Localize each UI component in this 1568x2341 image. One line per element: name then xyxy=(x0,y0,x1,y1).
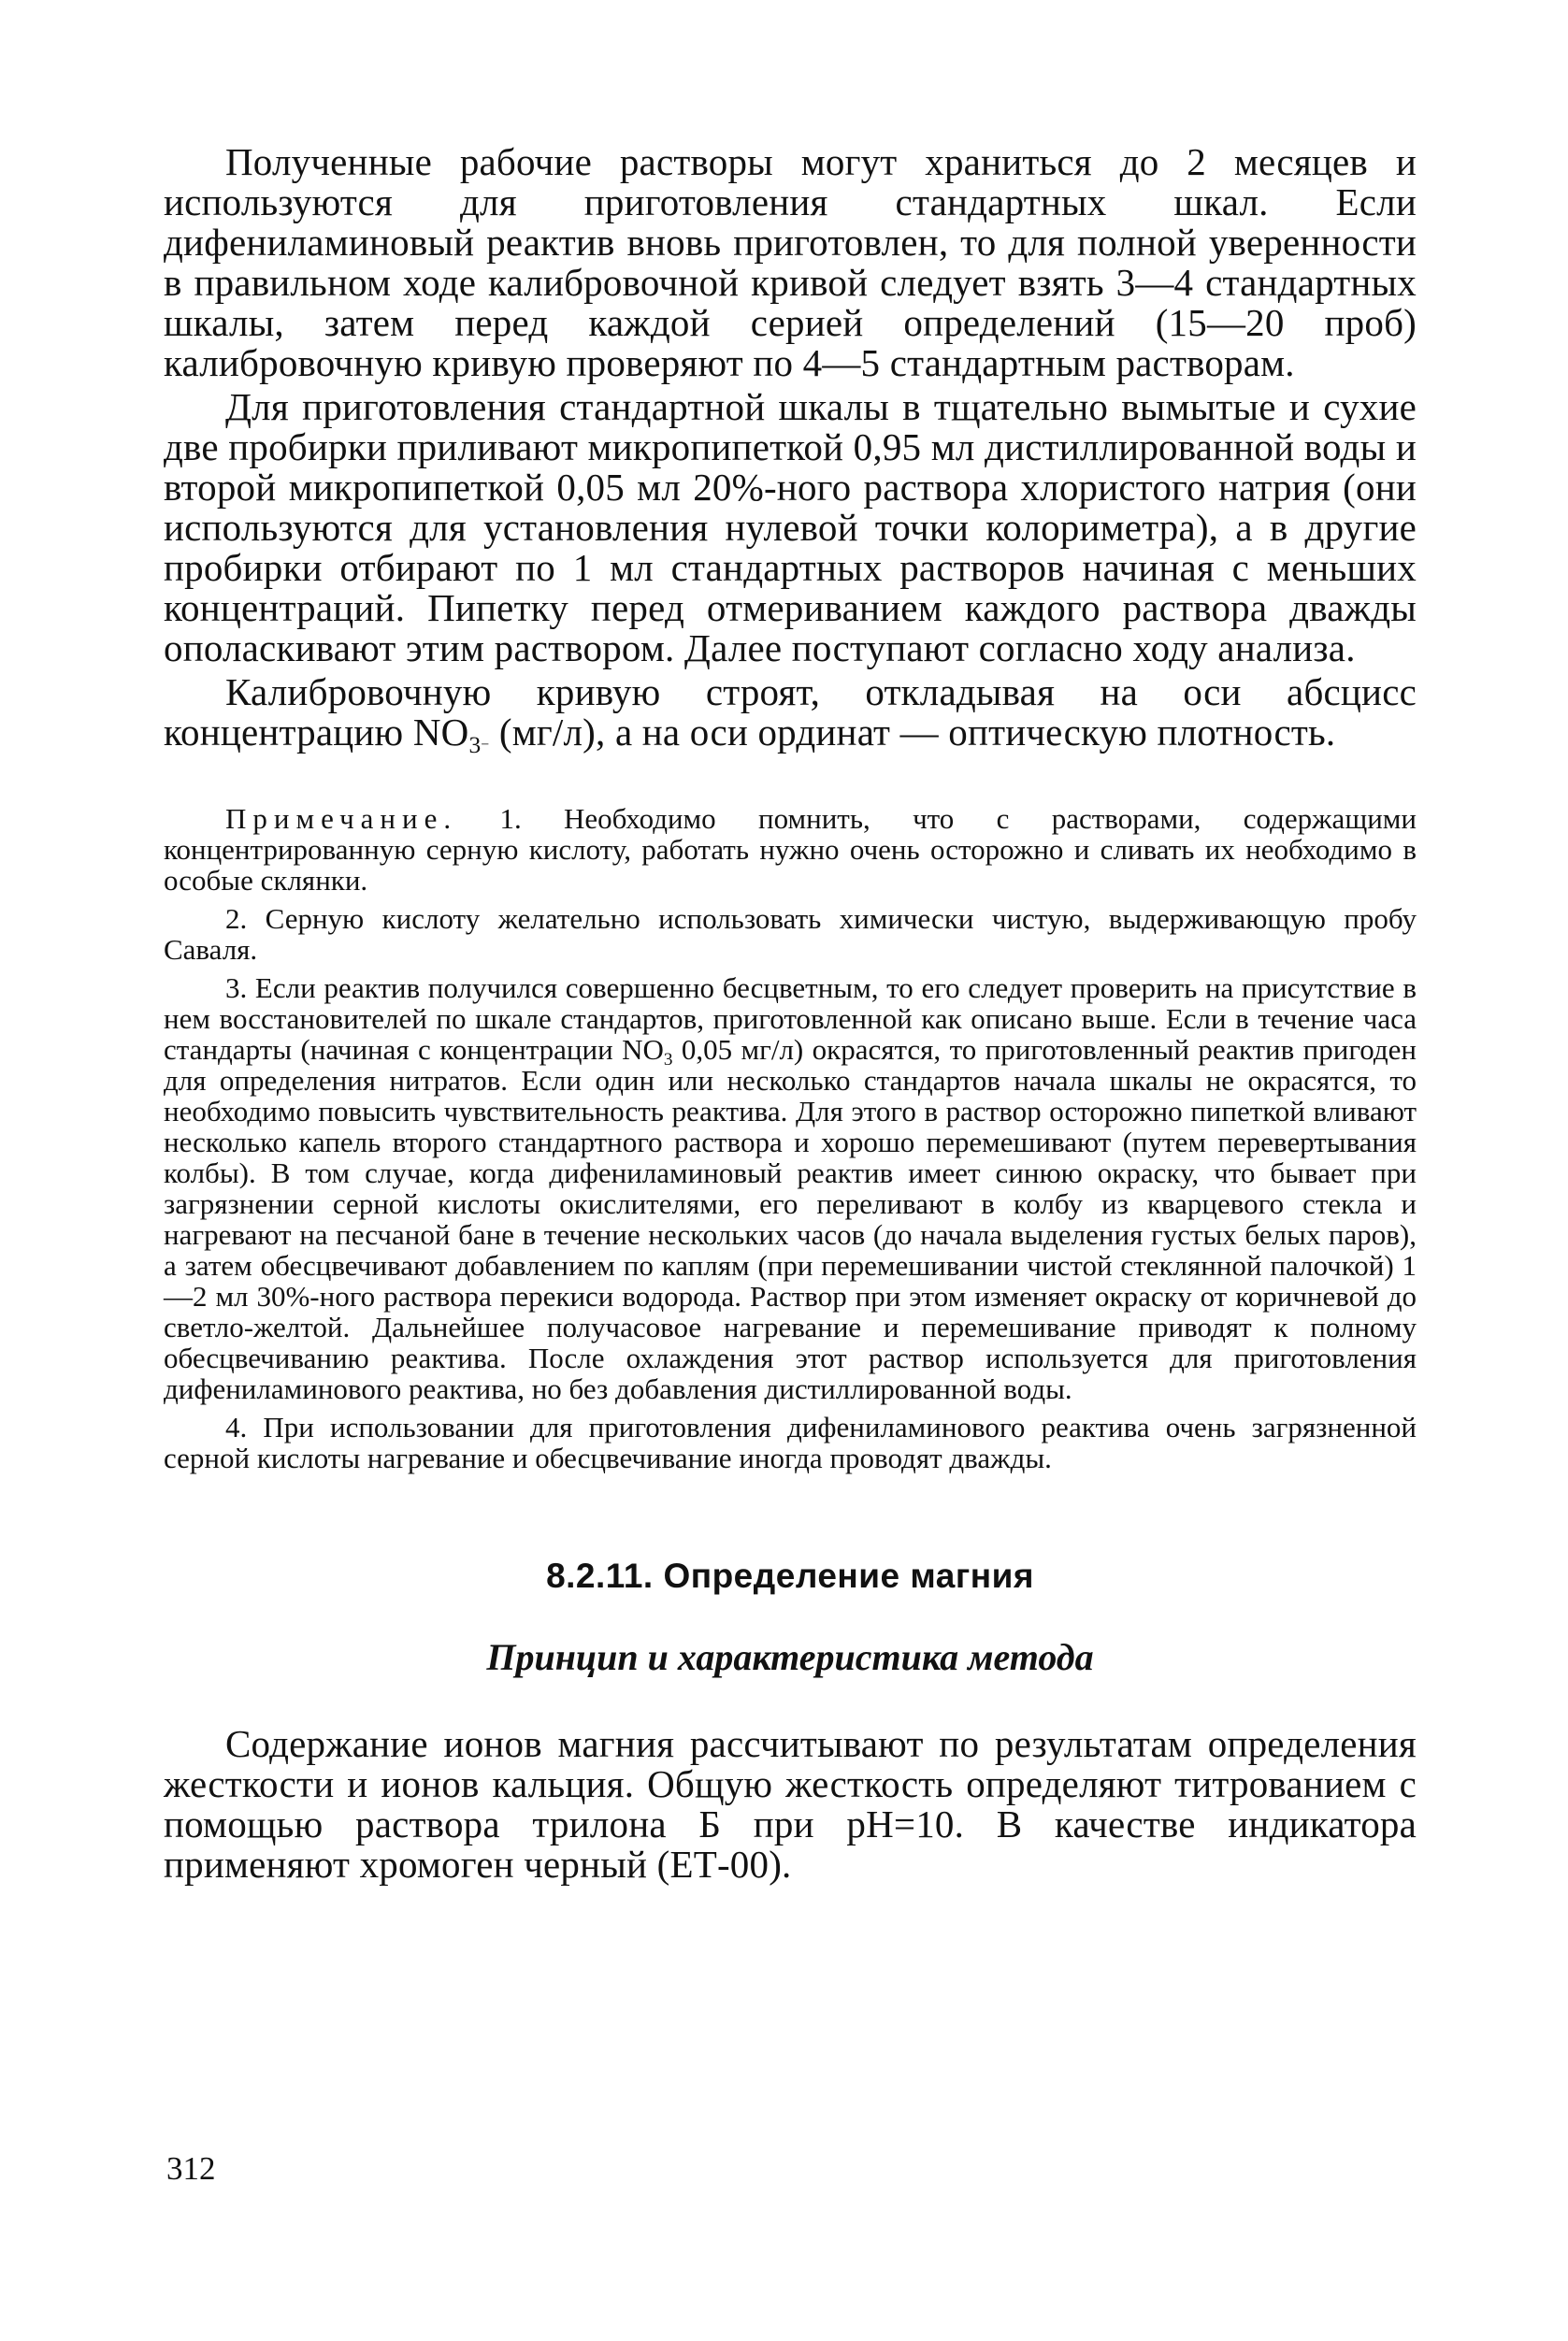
nitrate-charge: − xyxy=(481,737,490,754)
note-item-1 xyxy=(164,803,1417,896)
note-3-text-start: 3. Если реактив получился совершенно бесцветным, то его следует проверить на присутствие в нем восстановителей по шкале стандартов, приготовленной как описано выше. Если в течение часа стандарты (начиная с концентрации NO xyxy=(164,971,1417,1066)
note-3-nitrate-subscript: 3 xyxy=(663,1049,673,1070)
nitrate-subscript: 3− xyxy=(468,731,490,758)
note-item-4: 4. При использовании для приготовления дифениламинового реактива очень загрязненной серной кислоты нагревание и обесцвечивание иногда проводят дважды. xyxy=(164,1411,1417,1474)
section-heading: 8.2.11. Определение магния xyxy=(546,1557,1034,1595)
notes-label: Примечание. xyxy=(225,802,458,835)
note-1-text: 1. Необходимо помнить, что с растворами, содержащими концентрированную серную кислоту, работать нужно очень осторожно и сливать их необходимо в особые склянки. xyxy=(164,802,1417,897)
paragraph-magnesium-method: Содержание ионов магния рассчитывают по результатам определения жесткости и ионов кальция. Общую жесткость определяют титрованием с помощью раствора трилона Б при pH=10. В качестве индикатора применяют хромоген черный (ЕТ-00). xyxy=(164,1722,1417,1886)
note-item-2: 2. Серную кислоту желательно использовать химически чистую, выдерживающую пробу Саваля. xyxy=(164,902,1417,966)
calibration-text-end: (мг/л), а на оси ординат — оптическую плотность. xyxy=(489,711,1336,754)
paragraph-storage: Полученные рабочие растворы могут храниться до 2 месяцев и используются для приготовления стандартных шкал. Если дифениламиновый реактив вновь приготовлен, то для полной уверенности в правильном ходе калибровочной кривой следует взять 3—4 стандартных шкалы, затем перед каждой серией определений (15—20 проб) калибровочную кривую проверяют по 4—5 стандартным растворам. xyxy=(164,140,1417,384)
notes-block xyxy=(164,803,1417,1473)
section-subtitle: Принцип и характеристика метода xyxy=(486,1636,1094,1678)
paragraph-standard-scale: Для приготовления стандартной шкалы в тщательно вымытые и сухие две пробирки приливают микропипеткой 0,95 мл дистиллированной воды и второй микропипеткой 0,05 мл 20%-ного раствора хлористого натрия (они используются для установления нулевой точки колориметра), а в другие пробирки отбирают по 1 мл стандартных растворов начиная с меньших концентраций. Пипетку перед отмериванием каждого раствора дважды ополаскивают этим раствором. Далее поступают согласно ходу анализа. xyxy=(164,385,1417,669)
calibration-text-start: Калибровочную кривую строят, откладывая на оси абсцисс концентрацию NO xyxy=(164,670,1417,754)
note-item-3 xyxy=(164,972,1417,1404)
page-number: 312 xyxy=(166,2150,216,2187)
paragraph-calibration-curve xyxy=(164,670,1417,758)
document-page xyxy=(164,142,1417,1885)
note-3-text-end: 0,05 мг/л) окрасятся, то приготовленный реактив пригоден для определения нитратов. Если один или несколько стандартов начала шкалы не окрасятся, то необходимо повысить чувствительность реактива. Для этого в раствор осторожно пипеткой вливают несколько капель второго стандартного раствора и хорошо перемешивают (путем перевертывания колбы). В том случае, когда дифениламиновый реактив имеет синюю окраску, что бывает при загрязнении серной кислоты окислителями, его переливают в колбу из кварцевого стекла и нагревают на песчаной бане в течение нескольких часов (до начала выделения густых белых паров), а затем обесцвечивают добавлением по каплям (при перемешивании чистой стеклянной палочкой) 1—2 мл 30%-ного раствора перекиси водорода. Раствор при этом изменяет окраску от коричневой до светло-желтой. Дальнейшее получасовое нагревание и перемешивание приводят к полному обесцвечиванию реактива. После охлаждения этот раствор используется для приготовления дифениламинового реактива, но без добавления дистиллированной воды. xyxy=(164,1033,1417,1405)
